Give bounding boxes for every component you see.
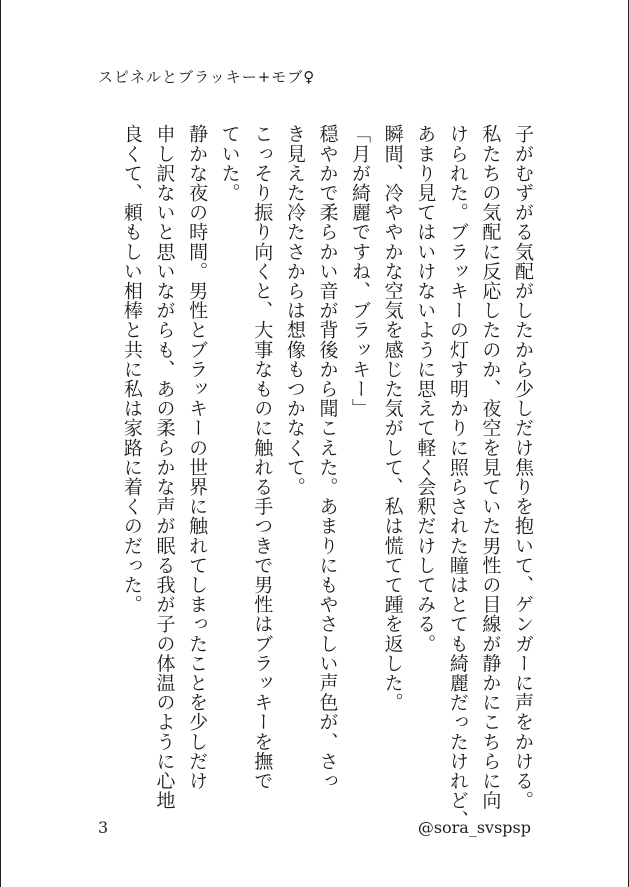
page-number: 3 [98,818,109,837]
body-line-3: けられた。ブラッキーの灯す明かりに照らされた瞳はとても綺麗だったけれど、 [446,124,469,830]
body-line-9: こっそり振り向くと、大事なものに触れる手つきで男性はブラッキーを撫で [251,124,274,791]
body-line-2: 私たちの気配に反応したのか、夜空を見ていた男性の目線が静かにこちらに向 [479,124,502,810]
author-handle: @sora_svspsp [417,818,531,837]
frame-left-border [0,0,1,887]
body-line-12: 申し訳ないと思いながらも、あの柔らかな声が眠る我が子の体温のように心地 [153,124,176,810]
body-line-6-dialogue: 「月が綺麗ですね、ブラッキー」 [349,124,372,418]
body-line-5: 瞬間、冷ややかな空気を感じた気がして、私は慌てて踵を返した。 [381,124,404,712]
body-line-13: 良くて、頼もしい相棒と共に私は家路に着くのだった。 [120,124,143,614]
body-line-11: 静かな夜の時間。男性とブラッキーの世界に触れてしまったことを少しだけ [186,124,209,791]
vertical-body-text [115,124,539,840]
body-line-8: き見えた冷たさからは想像もつかなくて。 [283,124,306,497]
body-line-4: あまり見てはいけないように思えて軽く会釈だけしてみる。 [414,124,437,654]
body-line-7: 穏やかで柔らかい音が背後から聞こえた。あまりにもやさしい声色が、さっ [316,124,339,791]
running-header-title: スピネルとブラッキー+モブ♀ [98,68,316,86]
body-line-10: ていた。 [218,124,241,203]
body-line-1: 子がむずがる気配がしたから少しだけ焦りを抱いて、ゲンガーに声をかける。 [512,124,534,810]
